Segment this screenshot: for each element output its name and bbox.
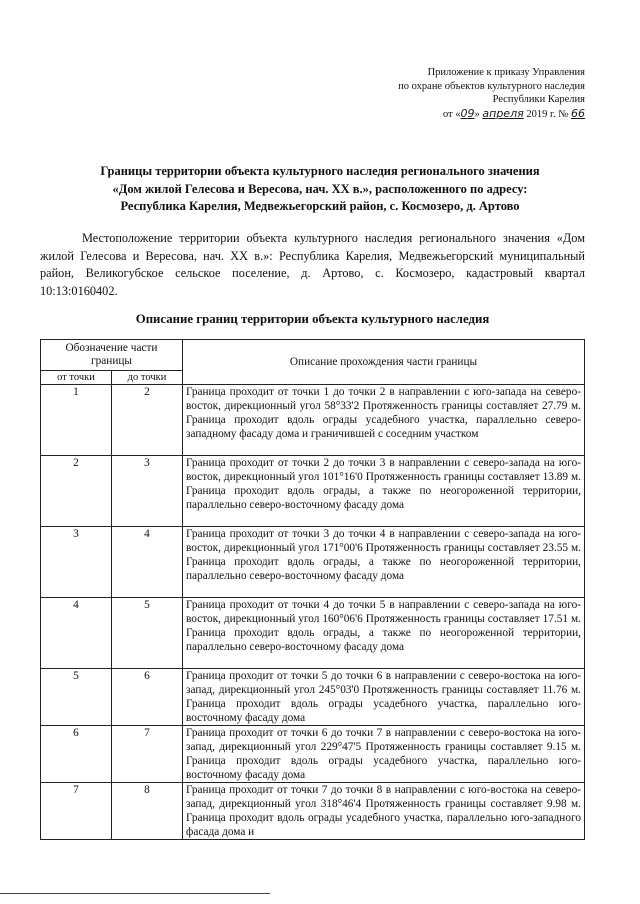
title-line-1: Границы территории объекта культурного наследия регионального значения [100, 164, 540, 178]
location-paragraph: Местоположение территории объекта культурного наследия регионального значения «Дом жилой Гелесова и Вересова, нач. XX в.»: Республика Карелия, Медвежьегорский муниципальный район, Великогубское сельское поселение, д. Артово, с. Космозеро, кадастровый квартал 10:13:0160402. [40, 231, 585, 298]
header-from-point: от точки [41, 371, 112, 385]
table-row [41, 385, 585, 456]
order-month-handwritten: апреля [482, 106, 524, 120]
document-title [55, 163, 585, 216]
description-cell: Граница проходит от точки 7 до точки 8 в направлении с юго-востока на северо-запад, дирекционный угол 318°46'4 Протяженность границы составляет 9.98 м. Граница проходит вдоль ограды усадебного участка, параллельно юго-западного фасада дома и [183, 783, 585, 840]
from-point-cell: 2 [41, 456, 112, 527]
table-row [41, 598, 585, 669]
title-line-3: Республика Карелия, Медвежьегорский район, с. Космозеро, д. Артово [120, 199, 520, 213]
appendix-header [325, 66, 585, 121]
from-point-cell: 7 [41, 783, 112, 840]
appendix-order-line [325, 107, 585, 122]
from-point-cell: 1 [41, 385, 112, 456]
table-row [41, 783, 585, 840]
from-point-cell: 3 [41, 527, 112, 598]
title-line-2: «Дом жилой Гелесова и Вересова, нач. XX в.», расположенного по адресу: [112, 181, 528, 196]
to-point-cell: 7 [112, 726, 183, 783]
description-cell: Граница проходит от точки 2 до точки 3 в направлении с северо-запада на юго-восток, дирекционный угол 101°16'0 Протяженность границы составляет 13.89 м. Граница проходит вдоль ограды, а также по неогороженной территории, параллельно северо-восточному фасаду дома [183, 456, 585, 527]
table-row [41, 669, 585, 726]
footer-divider [0, 893, 270, 894]
order-prefix: от « [442, 108, 461, 120]
appendix-line-1: Приложение к приказу Управления [427, 67, 585, 78]
description-cell: Граница проходит от точки 1 до точки 2 в направлении с юго-запада на северо-восток, дирекционный угол 58°33'2 Протяженность границы составляет 27.79 м. Граница проходит вдоль ограды усадебного участка, параллельно северо-западному фасаду дома и граничившей с соседним участком [183, 385, 585, 456]
description-cell: Граница проходит от точки 5 до точки 6 в направлении с северо-востока на юго-запад, дирекционный угол 245°03'0 Протяженность границы составляет 11.76 м. Граница проходит вдоль ограды усадебного участка, параллельно юго-восточному фасаду дома [183, 669, 585, 726]
description-cell: Граница проходит от точки 3 до точки 4 в направлении с северо-запада на юго-восток, дирекционный угол 171°00'6 Протяженность границы составляет 23.55 м. Граница проходит вдоль ограды, а также по неогороженной территории, параллельно северо-восточному фасаду дома [183, 527, 585, 598]
appendix-line-2: по охране объектов культурного наследия [398, 80, 585, 92]
order-day-handwritten: 09 [460, 106, 475, 120]
from-point-cell: 5 [41, 669, 112, 726]
table-row [41, 456, 585, 527]
order-year-text: 2019 г. № [526, 108, 569, 120]
order-quote-close: » [474, 108, 480, 120]
to-point-cell: 8 [112, 783, 183, 840]
order-number-handwritten: 66 [571, 106, 585, 120]
section-subtitle: Описание границ территории объекта культурного наследия [135, 312, 490, 326]
to-point-cell: 4 [112, 527, 183, 598]
description-cell: Граница проходит от точки 4 до точки 5 в направлении с северо-запада на юго-восток, дирекционный угол 160°06'6 Протяженность границы составляет 17.51 м. Граница проходит вдоль ограды, а также по неогороженной территории, параллельно северо-восточному фасаду дома [183, 598, 585, 669]
description-cell: Граница проходит от точки 6 до точки 7 в направлении с северо-востока на юго-запад, дирекционный угол 229°47'5 Протяженность границы составляет 9.15 м. Граница проходит вдоль ограды усадебного участка, параллельно юго-восточному фасаду дома [183, 726, 585, 783]
borders-table [40, 339, 585, 840]
from-point-cell: 6 [41, 726, 112, 783]
from-point-cell: 4 [41, 598, 112, 669]
header-to-point: до точки [112, 371, 183, 385]
to-point-cell: 3 [112, 456, 183, 527]
to-point-cell: 6 [112, 669, 183, 726]
to-point-cell: 2 [112, 385, 183, 456]
table-row [41, 726, 585, 783]
header-boundary-part: Обозначение части границы [41, 340, 183, 371]
to-point-cell: 5 [112, 598, 183, 669]
table-row [41, 527, 585, 598]
header-description: Описание прохождения части границы [183, 340, 585, 385]
appendix-line-3: Республики Карелия [492, 94, 585, 105]
